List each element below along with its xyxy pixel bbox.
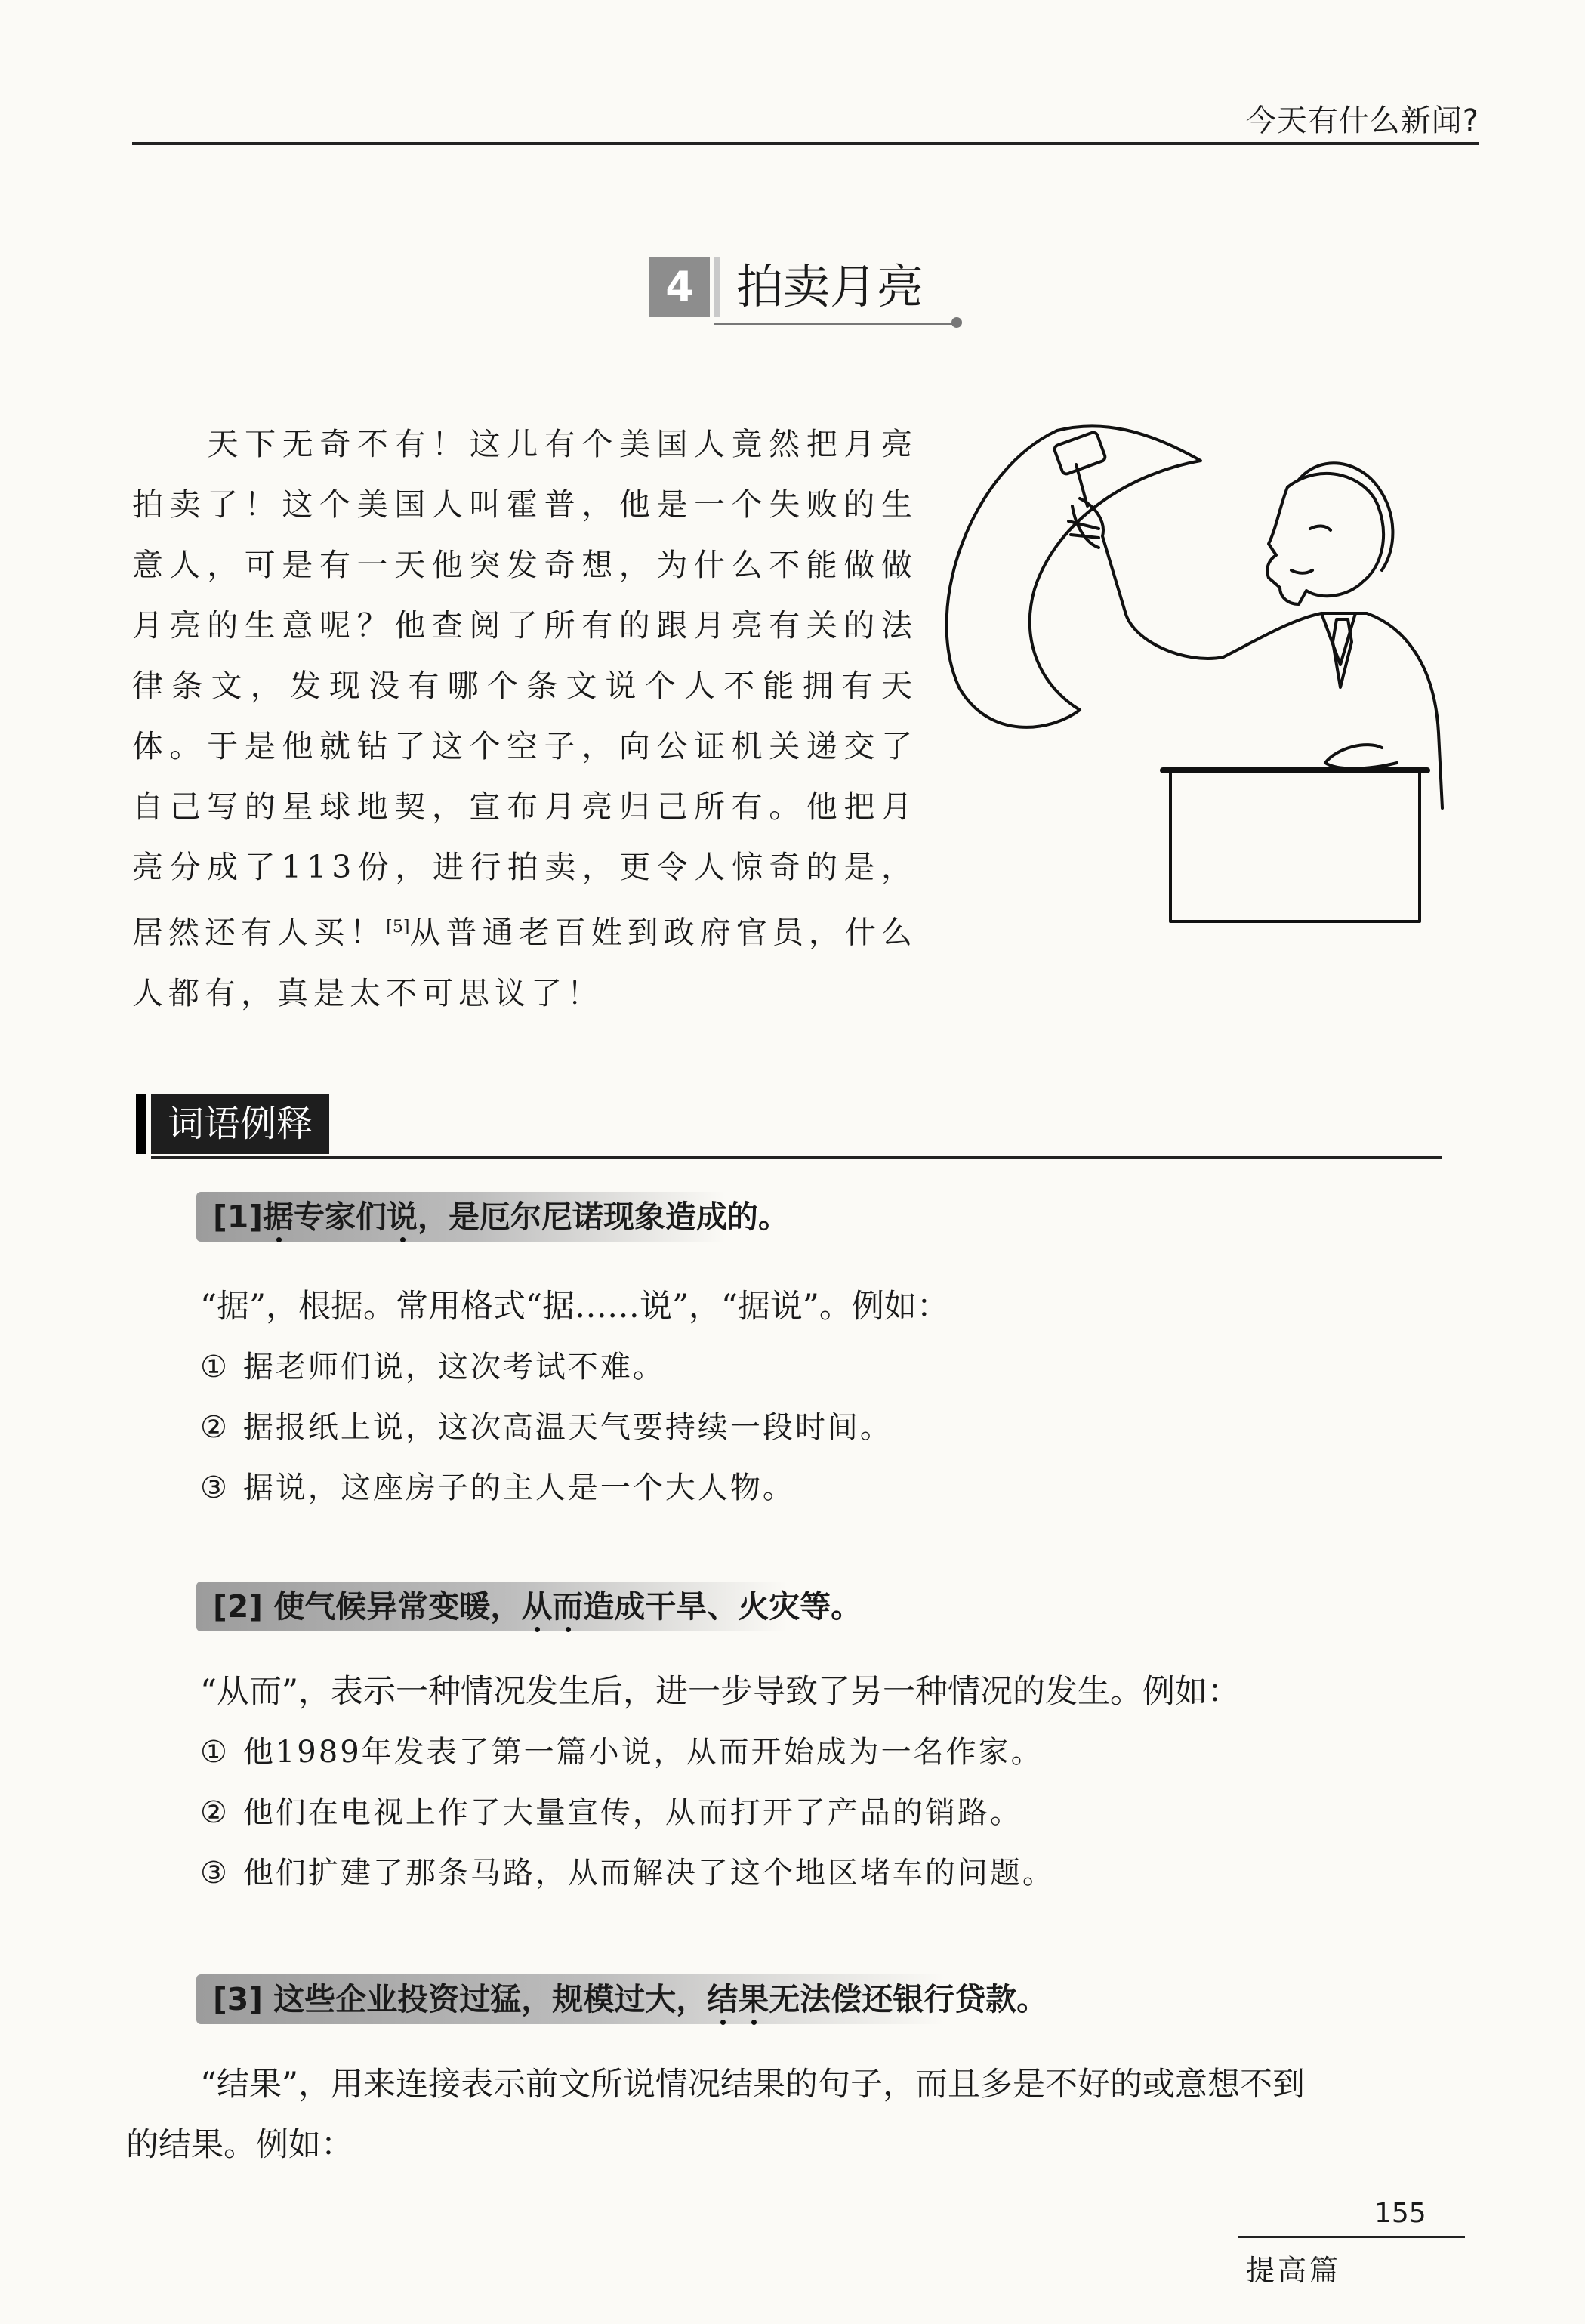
gavel-icon	[1053, 431, 1106, 506]
story-part-1: 天下无奇不有！这儿有个美国人竟然把月亮拍卖了！这个美国人叫霍普，他是一个失败的生意人，可是有一天他突发奇想，为什么不能做做月亮的生意呢？他查阅了所有的跟月亮有关的法律条文，发现没有哪个条文说个人不能拥有天体。于是他就钻了这个空子，向公证机关递交了自己写的星球地契，宣布月亮归己所有。他把月亮分成了113份，进行拍卖，更令人惊奇的是，居然还有人买！	[132, 426, 917, 951]
sentence-part: 这些企业投资过猛，规模过大，	[273, 1981, 708, 2017]
auctioneer-illustration	[944, 415, 1488, 929]
example-number: ①	[200, 1735, 230, 1770]
example-2-3	[200, 1843, 1055, 1903]
keyword-char: 据	[263, 1199, 294, 1235]
example-number: ③	[200, 1856, 230, 1890]
header-rule	[132, 142, 1479, 145]
example-text: 据老师们说，这次考试不难。	[242, 1350, 665, 1384]
example-number: ③	[200, 1471, 230, 1505]
sentence-part: 造成干旱、火灾等。	[583, 1588, 862, 1625]
raised-arm	[1080, 498, 1223, 659]
footnote-marker: [5]	[386, 918, 410, 937]
keyword-char: 结	[707, 1981, 739, 2017]
explanation-1: “据”，根据。常用格式“据……说”，“据说”。例如：	[200, 1288, 949, 1326]
footer-rule	[1238, 2236, 1465, 2238]
section-rule	[151, 1156, 1442, 1159]
section-marker	[136, 1094, 146, 1154]
example-text: 他们在电视上作了大量宣传，从而打开了产品的销路。	[242, 1795, 1022, 1830]
explanation-2: “从而”，表示一种情况发生后，进一步导致了另一种情况的发生。例如：	[200, 1673, 1240, 1711]
head	[1267, 474, 1383, 604]
keyword-char: 果	[738, 1981, 769, 2017]
chapter-number-bar	[714, 257, 720, 317]
page-number: 155	[1374, 2198, 1426, 2229]
explanation-line: “结果”，用来连接表示前文所说情况结果的句子，而且多是不好的或意想不到	[200, 2066, 1305, 2103]
footer-label: 提高篇	[1246, 2254, 1342, 2287]
item-number: [3]	[213, 1981, 264, 2017]
running-header: 今天有什么新闻?	[1245, 103, 1479, 138]
keyword-char: 而	[552, 1588, 584, 1625]
sentence-part: 专家们	[294, 1199, 387, 1235]
chapter-number: 4	[649, 257, 710, 317]
sentence-part: 使气候异常变暖，	[273, 1588, 522, 1625]
chapter-title-underline	[714, 323, 955, 325]
example-text: 据报纸上说，这次高温天气要持续一段时间。	[242, 1410, 893, 1445]
example-number: ②	[200, 1410, 230, 1445]
example-1-2	[200, 1397, 893, 1458]
sentence-part: ，是厄尔尼诺现象造成的。	[418, 1199, 790, 1235]
explanation-line: 的结果。例如：	[126, 2126, 353, 2164]
example-sentence-3	[196, 1974, 1078, 2024]
example-number: ②	[200, 1795, 230, 1830]
sentence-part: 无法偿还银行贷款。	[769, 1981, 1048, 2017]
example-1-3	[200, 1458, 795, 1518]
example-1-1	[200, 1337, 665, 1397]
podium	[1170, 770, 1420, 921]
item-number: [1]	[213, 1199, 264, 1235]
example-2-2	[200, 1782, 1022, 1843]
section-title: 词语例释	[151, 1094, 329, 1154]
item-number: [2]	[213, 1588, 264, 1625]
story-part-2: 从普通老百姓到政府官员，什么人都有，真是太不可思议了！	[132, 914, 918, 1011]
explanation-3	[126, 2054, 1469, 2175]
story-text	[132, 414, 917, 1023]
example-text: 据说，这座房子的主人是一个大人物。	[242, 1471, 795, 1505]
keyword-char: 从	[521, 1588, 553, 1625]
example-number: ①	[200, 1350, 230, 1384]
example-text: 他们扩建了那条马路，从而解决了这个地区堵车的问题。	[242, 1856, 1055, 1890]
example-2-1	[200, 1722, 1044, 1782]
keyword-char: 说	[387, 1199, 418, 1235]
chapter-title: 拍卖月亮	[736, 259, 924, 314]
example-sentence-1	[196, 1192, 819, 1242]
example-sentence-2	[196, 1582, 892, 1631]
chapter-title-dot	[951, 317, 962, 328]
example-text: 他1989年发表了第一篇小说，从而开始成为一名作家。	[242, 1735, 1044, 1770]
